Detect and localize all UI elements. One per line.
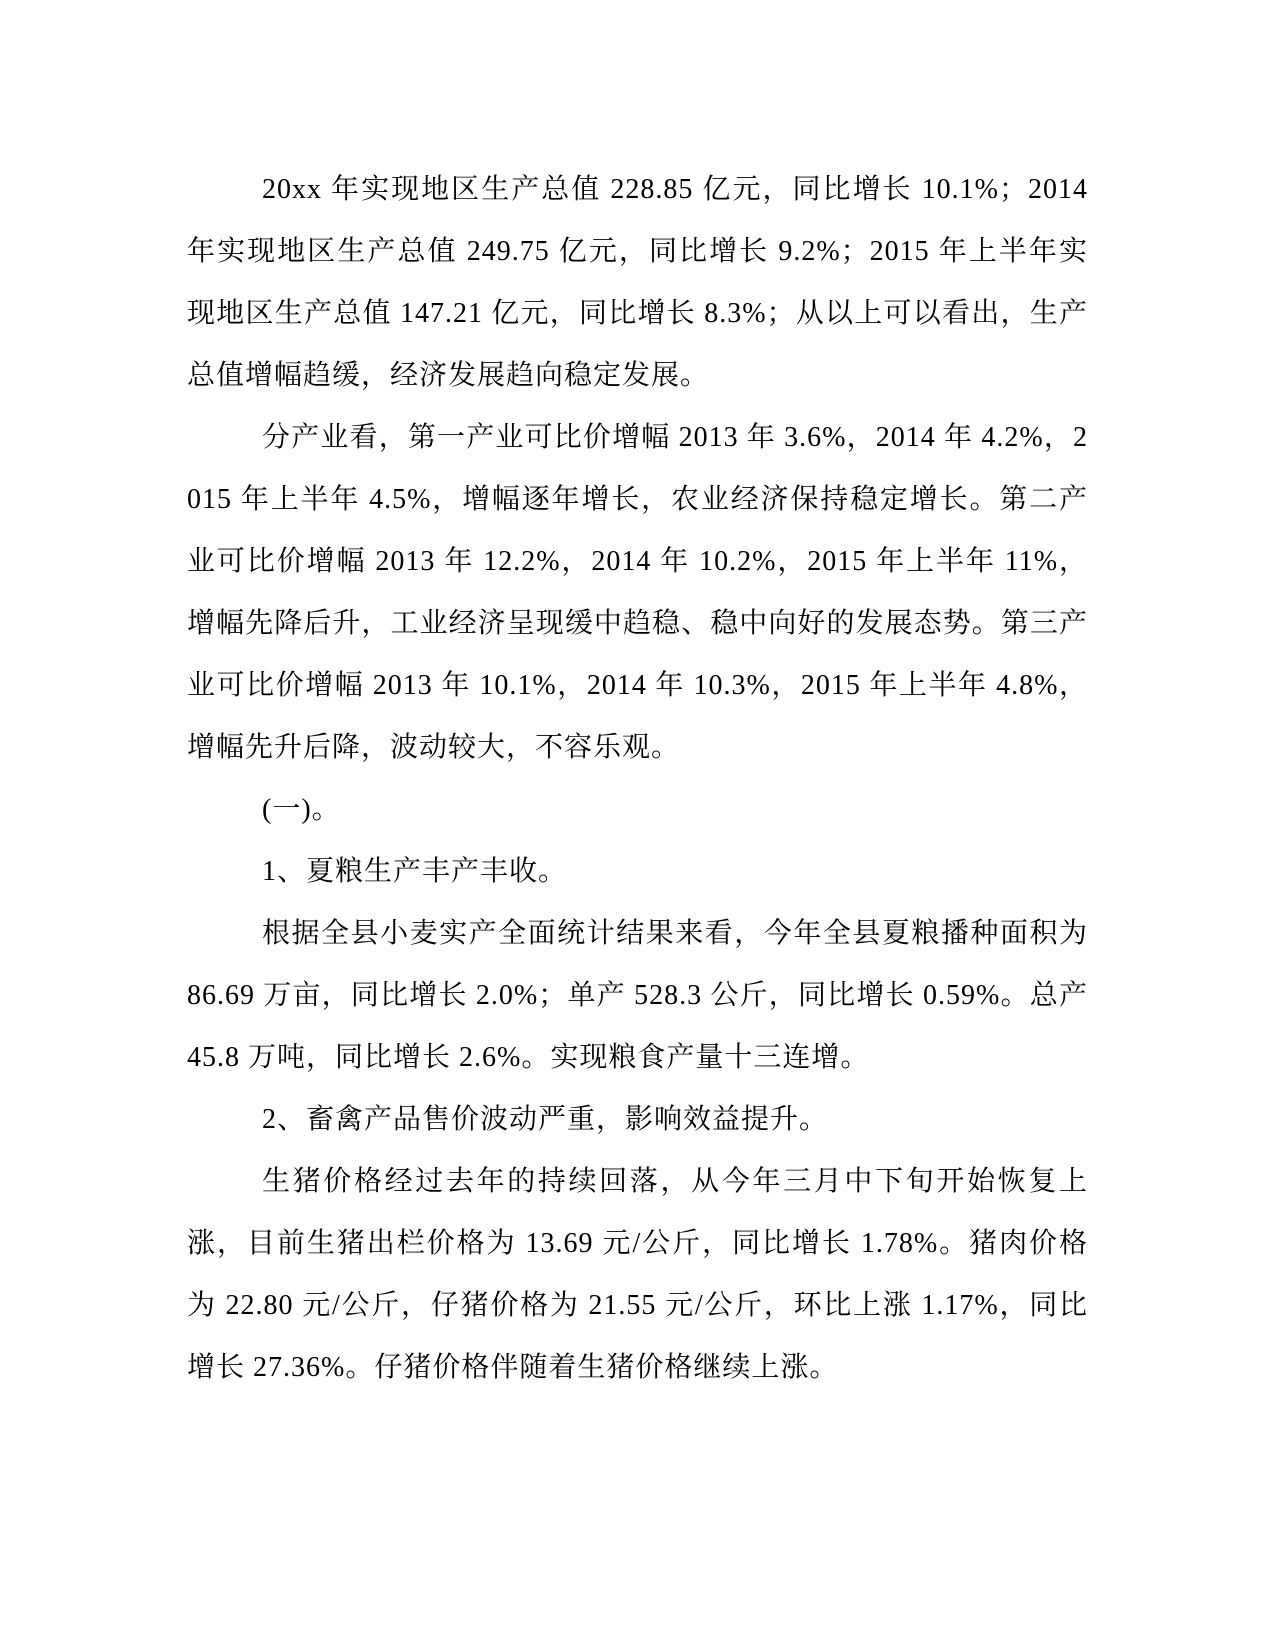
paragraph-pig-prices: 生猪价格经过去年的持续回落，从今年三月中下旬开始恢复上涨，目前生猪出栏价格为 13.69 元/公斤，同比增长 1.78%。猪肉价格为 22.80 元/公斤，仔猪价格为 21.55 元/公斤，环比上涨 1.17%，同比增长 27.36%。仔猪价格伴随着生猪价格继续上涨。 [187,1166,1088,1383]
heading-summer-grain: 1、夏粮生产丰产丰收。 [262,856,568,887]
document-body [187,159,1088,1399]
heading-livestock-prices: 2、畜禽产品售价波动严重，影响效益提升。 [262,1104,829,1135]
paragraph-industry-growth: 分产业看，第一产业可比价增幅 2013 年 3.6%，2014 年 4.2%，2015 年上半年 4.5%，增幅逐年增长，农业经济保持稳定增长。第二产业可比价增幅 2013 年 12.2%，2014 年 10.2%，2015 年上半年 11%，增幅先降后升，工业经济呈现缓中趋稳、稳中向好的发展态势。第三产业可比价增幅 2013 年 10.1%，2014 年 10.3%，2015 年上半年 4.8%，增幅先升后降，波动较大，不容乐观。 [187,422,1088,763]
paragraph-gdp-overview: 20xx 年实现地区生产总值 228.85 亿元，同比增长 10.1%；2014 年实现地区生产总值 249.75 亿元，同比增长 9.2%；2015 年上半年实现地区生产总值 147.21 亿元，同比增长 8.3%；从以上可以看出，生产总值增幅趋缓，经济发展趋向稳定发展。 [187,174,1088,391]
paragraph-summer-grain-stats: 根据全县小麦实产全面统计结果来看，今年全县夏粮播种面积为 86.69 万亩，同比增长 2.0%；单产 528.3 公斤，同比增长 0.59%。总产 45.8 万吨，同比增长 2.6%。实现粮食产量十三连增。 [187,918,1088,1073]
paragraph-section-marker: (一)。 [262,794,341,825]
